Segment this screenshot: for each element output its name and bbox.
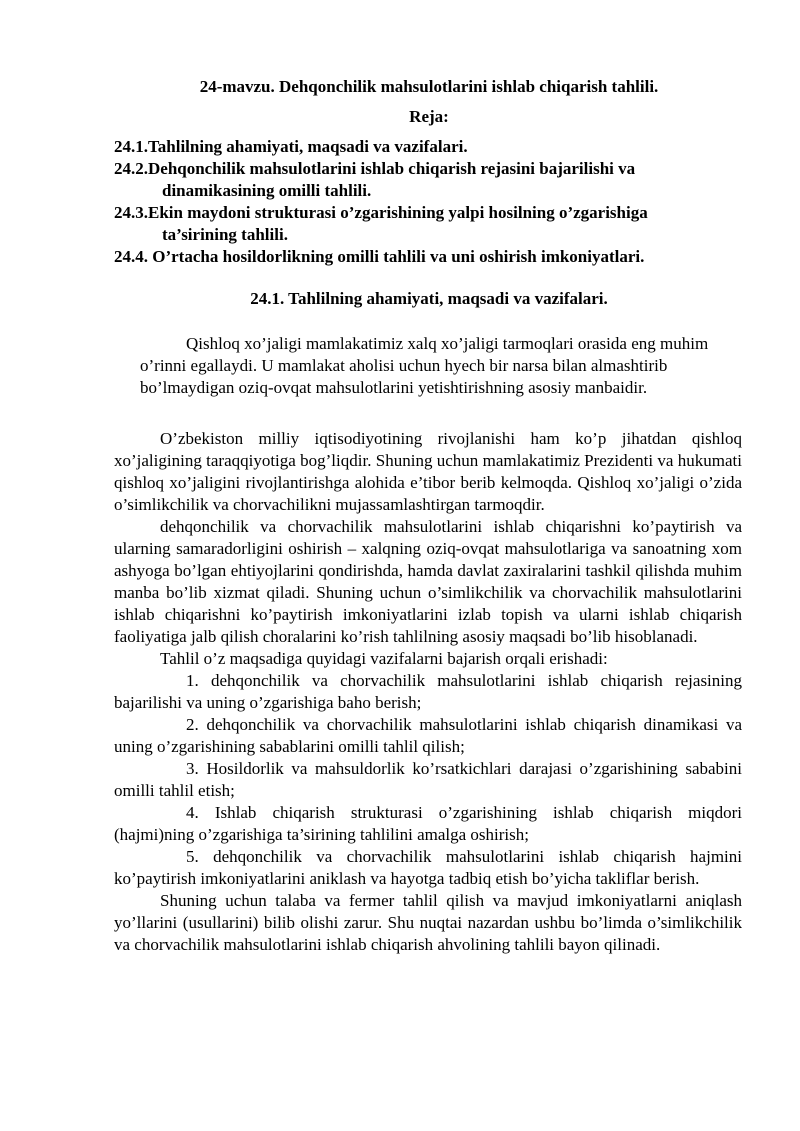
- plan-item-number: 24.3.: [114, 203, 148, 222]
- task-item: 1. dehqonchilik va chorvachilik mahsulotlarini ishlab chiqarish rejasining bajarilishi va uning o’zgarishiga baho berish;: [114, 671, 742, 712]
- plan-item-text: Ekin maydoni strukturasi o’zgarishining yalpi hosilning o’zgarishiga: [148, 203, 648, 222]
- paragraph: Tahlil o’z maqsadiga quyidagi vazifalarni bajarish orqali erishadi:: [160, 649, 608, 668]
- intro-paragraph: Qishloq xo’jaligi mamlakatimiz xalq xo’jaligi tarmoqlari orasida eng muhim o’rinni egallaydi. U mamlakat aholisi uchun hyech bir narsa bilan almashtirib bo’lmaydigan oziq-ovqat mahsulotlarini yetishtirishning asosiy manbaidir.: [140, 334, 709, 397]
- plan-item-number: 24.1.: [114, 137, 148, 156]
- body-text: [114, 428, 742, 956]
- plan-item-text: O’rtacha hosildorlikning omilli tahlili va uni oshirish imkoniyatlari.: [152, 247, 645, 266]
- plan-item: [114, 246, 742, 268]
- paragraph: O’zbekiston milliy iqtisodiyotining rivojlanishi ham ko’p jihatdan qishloq xo’jaligining taraqqiyotiga bog’liqdir. Shuning uchun mamlakatimiz Prezidenti va hukumati qishloq xo’jaligini rivojlantirishga alohida e’tibor berib kelmoqda. Qishloq xo’jaligi o’zida o’simlikchilik va chorvachilikni mujassamlashtirgan tarmoqdir.: [114, 429, 742, 514]
- plan-item: [114, 136, 742, 158]
- plan-item-text: Dehqonchilik mahsulotlarini ishlab chiqarish rejasini bajarilishi va: [148, 159, 636, 178]
- plan-list: [114, 136, 742, 268]
- document-title: 24-mavzu. Dehqonchilik mahsulotlarini ishlab chiqarish tahlili.: [199, 77, 659, 96]
- plan-item: [114, 158, 742, 202]
- section-title: 24.1. Tahlilning ahamiyati, maqsadi va vazifalari.: [250, 289, 608, 308]
- plan-item: [114, 202, 742, 246]
- task-item: 3. Hosildorlik va mahsuldorlik ko’rsatkichlari darajasi o’zgarishining sababini omilli tahlil etish;: [114, 759, 742, 800]
- plan-heading: Reja:: [409, 107, 449, 126]
- plan-item-continuation: ta’sirining tahlili.: [162, 225, 288, 244]
- closing-paragraph: Shuning uchun talaba va fermer tahlil qilish va mavjud imkoniyatlarni aniqlash yo’llarini (usullarini) bilib olishi zarur. Shu nuqtai nazardan ushbu bo’limda o’simlikchilik va chorvachilik mahsulotlarini ishlab chiqarish ahvolining tahlili bayon qilinadi.: [114, 891, 742, 954]
- task-item: 5. dehqonchilik va chorvachilik mahsulotlarini ishlab chiqarish hajmini ko’paytirish imkoniyatlarini aniklash va hayotga tadbiq etish bo’yicha takliflar berish.: [114, 847, 742, 888]
- task-item: 2. dehqonchilik va chorvachilik mahsulotlarini ishlab chiqarish dinamikasi va uning o’zgarishining sabablarini omilli tahlil qilish;: [114, 715, 742, 756]
- plan-item-number: 24.4.: [114, 247, 153, 266]
- plan-item-continuation: dinamikasining omilli tahlili.: [162, 181, 372, 200]
- plan-item-text: Tahlilning ahamiyati, maqsadi va vazifalari.: [148, 137, 468, 156]
- plan-item-number: 24.2.: [114, 159, 148, 178]
- paragraph: dehqonchilik va chorvachilik mahsulotlarini ishlab chiqarishni ko’paytirish va ularning samaradorligini oshirish – xalqning oziq-ovqat mahsulotlariga va sanoatning xom ashyoga bo’lgan ehtiyojlarini qondirishda, hamda davlat zaxiralarini tashkil qilishda muhim manba bo’lib xizmat qiladi. Shuning uchun o’simlikchilik va chorvachilik mahsulotlarini ishlab chiqarishni ko’paytirish imkoniyatlarini izlab topish va ularni ishlab chiqarish faoliyatiga jalb qilish choralarini ko’rish tahlilning asosiy maqsadi bo’lib hisoblanadi.: [114, 517, 742, 646]
- task-item: 4. Ishlab chiqarish strukturasi o’zgarishining ishlab chiqarish miqdori (hajmi)ning o’zgarishiga ta’sirining tahlilini amalga oshirish;: [114, 803, 742, 844]
